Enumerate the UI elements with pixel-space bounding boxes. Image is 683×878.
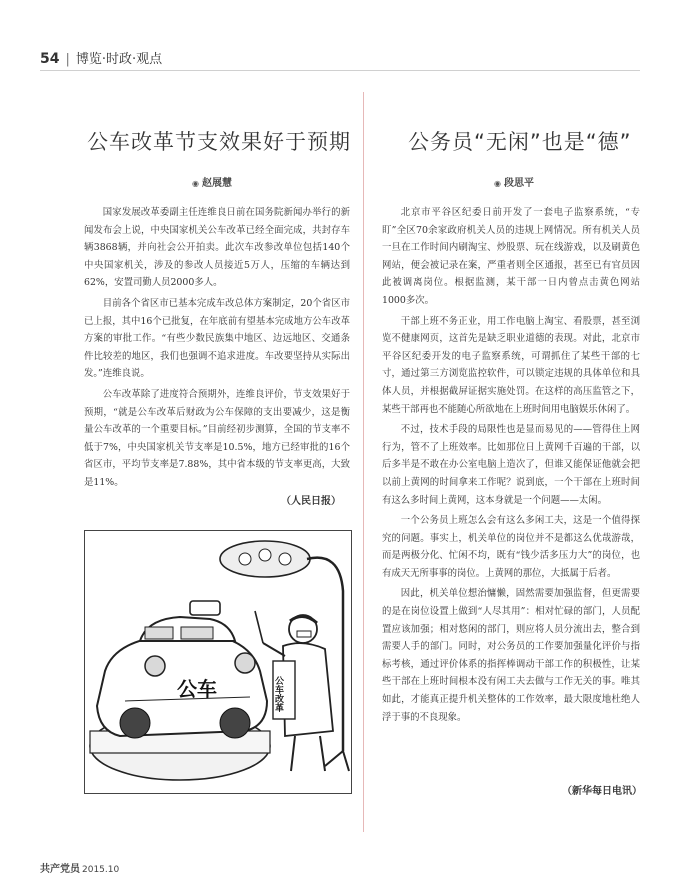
column-divider [363,92,364,832]
right-article-source: （新华每日电讯） [562,786,642,797]
left-author-name: 赵展慧 [201,178,232,189]
author-marker-icon: ◉ [494,179,501,188]
section-name: 博览·时政·观点 [75,52,163,67]
left-article-source: （人民日报） [281,496,341,507]
header-separator: | [65,52,70,67]
header-rule [40,70,640,71]
left-article-author [192,174,232,189]
cartoon-car-label: 公车 [177,677,217,701]
magazine-logo: 共产党员 [40,864,80,875]
left-article-body [84,204,350,495]
page-footer [40,860,119,875]
cartoon-illustration [84,530,352,794]
left-paragraph-1: 国家发展改革委副主任连维良日前在国务院新闻办举行的新闻发布会上说，中央国家机关公车改革已经全面完成，共封存车辆3868辆，并向社会公开拍卖。此次车改参改单位包括140个中央国家机关，涉及的参改人员接近5万人，压缩的车辆达到62%，安置司勤人员2000多人。 [84,207,350,289]
right-article-author [494,174,534,189]
cartoon-drawing [85,531,351,793]
right-paragraph-4: 一个公务员上班怎么会有这么多闲工夫，这是一个值得探究的问题。事实上，机关单位的岗位并不是都这么优哉游哉，而是两极分化、忙闲不均，既有“钱少活多压力大”的岗位，也有成天无所事事的岗位。上黄网的那位，大抵属于后者。 [382,515,640,579]
right-paragraph-5: 因此，机关单位想治慵懒，固然需要加强监督，但更需要的是在岗位设置上做到“人尽其用”：相对忙碌的部门，人员配置应该加强；相对悠闲的部门，则应将人员分流出去，整合到需要人手的部门。同时，对公务员的工作要加强量化评价与指标考核，通过评价体系的指挥棒调动干部工作的积极性，让某些干部在上班时间根本没有闲工夫去做与工作无关的事。唯其如此，才能真正提升机关整体的工作效率，最大限度地杜绝人浮于事的不良现象。 [382,588,640,723]
right-paragraph-3: 不过，技术手段的局限性也是显而易见的——管得住上网行为，管不了上班效率。比如那位日上黄网千百遍的干部，以后多半是不敢在办公室电脑上造次了，但谁又能保证他就会把以前上黄网的时间拿来工作呢？说到底，一个干部在上班时间有这么多时间上黄网，这本身就是一个问题——太闲。 [382,424,640,506]
page-number: 54 [40,51,60,67]
right-paragraph-2: 干部上班不务正业，用工作电脑上淘宝、看股票，甚至浏览不健康网页，这首先是缺乏职业道德的表现。对此，北京市平谷区纪委开发的电子监察系统，可谓抓住了某些干部的七寸，通过第三方浏览监控软件，可以锁定违规的具体单位和具体人员，并根据截屏证据实施处罚。在这样的高压监管之下，某些干部再也不能随心所欲地在上班时间用电脑娱乐休闲了。 [382,315,640,415]
right-author-name: 段思平 [503,178,534,189]
right-paragraph-1: 北京市平谷区纪委日前开发了一套电子监察系统，“专盯”全区70余家政府机关人员的违规上网情况。所有机关人员一旦在工作时间内刷淘宝、炒股票、玩在线游戏，以及刷黄色网站，便会被记录在案，严重者则全区通报，甚至已有官员因此被调离岗位。根据监测，某干部一日内曾点击黄色网站1000多次。 [382,207,640,306]
left-paragraph-2: 目前各个省区市已基本完成车改总体方案制定，20个省区市已上报，其中16个已批复，在年底前有望基本完成地方公车改革方案的审批工作。“有些少数民族集中地区、边远地区、交通条件比较差的地区，我们也强调不追求进度。车改要坚持从实际出发。”连维良说。 [84,297,350,380]
right-article-body [382,204,640,729]
page-header [40,48,162,67]
issue-number: 2015.10 [82,865,120,875]
left-paragraph-3: 公车改革除了进度符合预期外，连维良评价，节支效果好于预期，“就是公车改革后财政为公车保障的支出要减少，这是衡量公车改革的一个重要目标。”目前经初步测算，全国的节支率不低于7%，中央国家机关节支率是10.5%，地方已经审批的16个省区市，平均节支率是7.88%，其中省本级的节支率更高，大致是11%。 [84,388,350,488]
author-marker-icon: ◉ [192,179,199,188]
cartoon-badge-label: 公车改革 [273,676,283,712]
right-article-title: 公务员“无闲”也是“德” [408,130,632,154]
left-article-title: 公车改革节支效果好于预期 [87,130,351,154]
